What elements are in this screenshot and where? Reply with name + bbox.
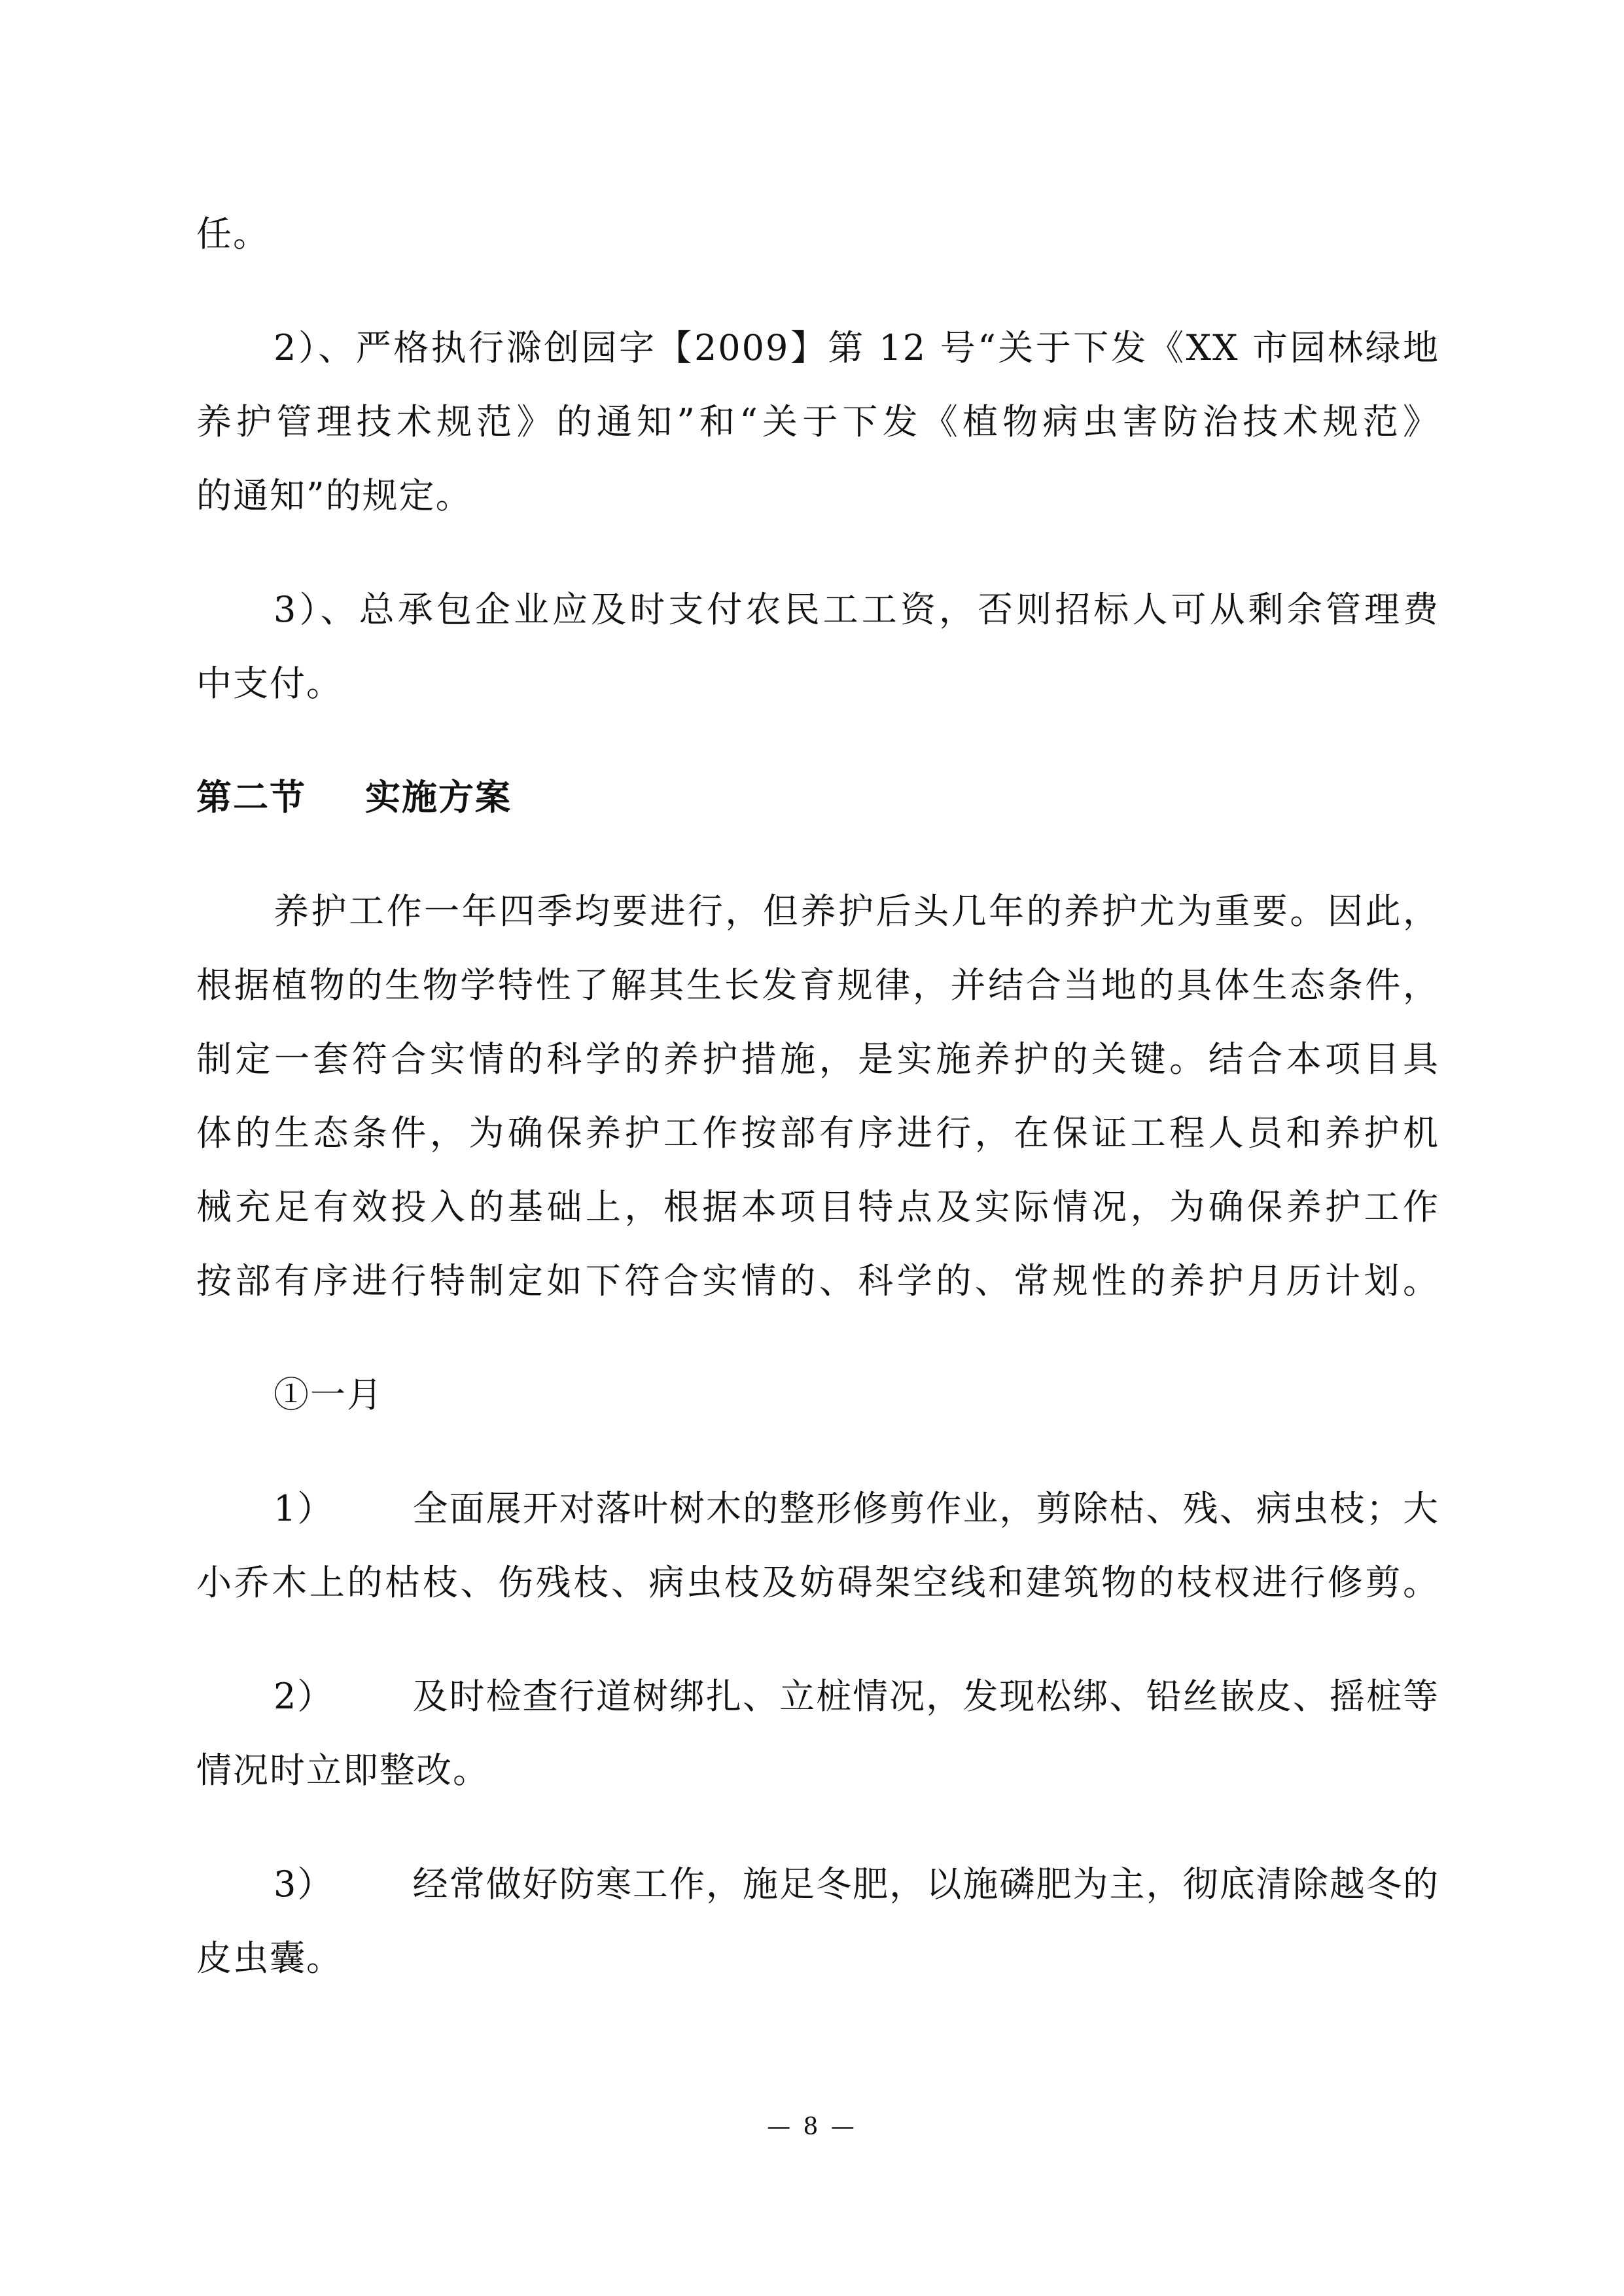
paragraph-line: 械充足有效投入的基础上，根据本项目特点及实际情况，为确保养护工作 — [196, 1186, 1439, 1227]
paragraph-line: 的通知”的规定。 — [196, 475, 472, 516]
section-heading — [196, 768, 512, 827]
paragraph-line: 根据植物的生物学特性了解其生长发育规律，并结合当地的具体生态条件， — [196, 964, 1439, 1006]
paragraph-line: 按部有序进行特制定如下符合实情的、科学的、常规性的养护月历计划。 — [196, 1260, 1439, 1301]
paragraph-line: 情况时立即整改。 — [196, 1750, 489, 1791]
paragraph-line: 养护管理技术规范》的通知”和“关于下发《植物病虫害防治技术规范》 — [196, 401, 1439, 442]
paragraph-line: 中支付。 — [196, 663, 343, 704]
month-heading: ①一月 — [274, 1374, 383, 1415]
paragraph-line: 皮虫囊。 — [196, 1937, 343, 1979]
paragraph-line: 体的生态条件，为确保养护工作按部有序进行，在保证工程人员和养护机 — [196, 1112, 1439, 1154]
paragraph-line: 小乔木上的枯枝、伤残枝、病虫枝及妨碍架空线和建筑物的枝杈进行修剪。 — [196, 1562, 1439, 1603]
page-number: — 8 — — [767, 2113, 857, 2140]
list-item — [274, 1479, 1439, 1538]
item-number: 1） — [274, 1488, 334, 1529]
paragraph-line: 任。 — [196, 213, 270, 255]
item-number: 3） — [274, 1863, 334, 1905]
paragraph-line: 3）、总承包企业应及时支付农民工工资，否则招标人可从剩余管理费 — [274, 589, 1439, 630]
paragraph-line: 2）、严格执行滁创园字【2009】第 12 号“关于下发《XX 市园林绿地 — [274, 327, 1439, 368]
paragraph-line: 养护工作一年四季均要进行，但养护后头几年的养护尤为重要。因此， — [274, 891, 1439, 932]
paragraph-line: 制定一套符合实情的科学的养护措施，是实施养护的关键。结合本项目具 — [196, 1038, 1439, 1080]
item-text: 经常做好防寒工作，施足冬肥，以施磷肥为主，彻底清除越冬的 — [412, 1863, 1439, 1905]
item-text: 全面展开对落叶树木的整形修剪作业，剪除枯、残、病虫枝；大 — [412, 1488, 1439, 1529]
list-item — [274, 1667, 1439, 1726]
item-number: 2） — [274, 1676, 334, 1717]
list-item — [274, 1855, 1439, 1914]
item-text: 及时检查行道树绑扎、立桩情况，发现松绑、铅丝嵌皮、摇桩等 — [412, 1676, 1439, 1717]
section-title: 实施方案 — [365, 777, 512, 818]
section-number: 第二节 — [196, 777, 306, 818]
